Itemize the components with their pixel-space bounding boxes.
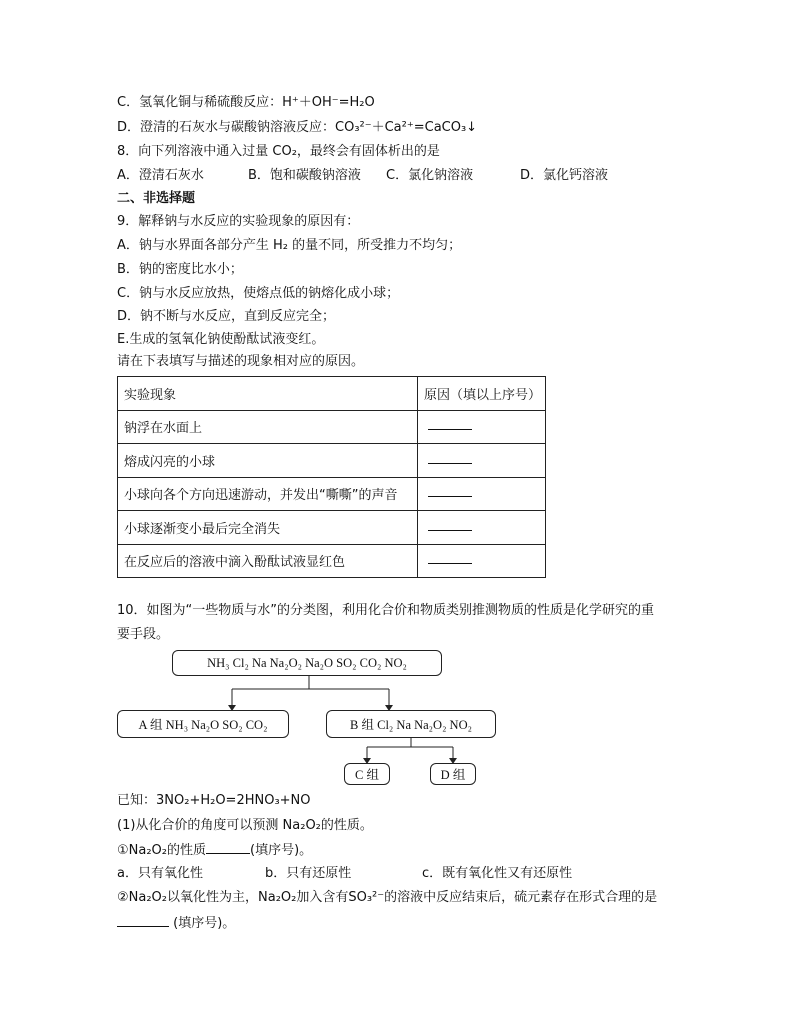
q9-reason-a: A．钠与水界面各部分产生 H₂ 的量不同，所受推力不均匀； xyxy=(117,238,462,253)
observation-cell: 小球逐渐变小最后完全消失 xyxy=(118,511,418,545)
group-a-box: A 组 NH₃ Na₂O SO₂ CO₂ xyxy=(117,710,289,738)
question-10: 10．如图为“一些物质与水”的分类图，利用化合价和物质类别推测物质的性质是化学研究的重 xyxy=(117,603,655,618)
part-1-sub-1 xyxy=(117,841,312,860)
q8-option-b: B．饱和碳酸钠溶液 xyxy=(248,168,361,183)
question-8: 8．向下列溶液中通入过量 CO₂，最终会有固体析出的是 xyxy=(117,144,440,159)
option-c-line: C．氢氧化铜与稀硫酸反应：H⁺＋OH⁻=H₂O xyxy=(117,95,375,110)
answer-blank[interactable] xyxy=(117,914,169,927)
p1-option-a: a．只有氧化性 xyxy=(117,866,203,881)
q8-option-d: D．氯化钙溶液 xyxy=(520,168,609,183)
part-1-sub-2: ②Na₂O₂以氧化性为主，Na₂O₂加入含有SO₃²⁻的溶液中反应结束后，硫元素存在形式合理的是 xyxy=(117,890,658,905)
p1-option-b: b．只有还原性 xyxy=(265,866,352,881)
part-1: (1)从化合价的角度可以预测 Na₂O₂的性质。 xyxy=(117,818,373,833)
group-d-box: D 组 xyxy=(430,763,476,785)
question-9: 9．解释钠与水反应的实验现象的原因有： xyxy=(117,214,360,229)
answer-blank[interactable] xyxy=(206,841,250,854)
q9-prompt: 请在下表填写与描述的现象相对应的原因。 xyxy=(117,354,365,369)
part-1-sub-1-suffix: (填序号)。 xyxy=(250,843,313,858)
part-1-sub-1-prefix: ①Na₂O₂的性质 xyxy=(117,843,207,858)
table-header-cell: 原因（填以上序号） xyxy=(418,377,546,411)
table-header-cell: 实验现象 xyxy=(118,377,418,411)
q9-reason-c: C．钠与水反应放热，使熔点低的钠熔化成小球； xyxy=(117,286,400,301)
q9-reason-b: B．钠的密度比水小； xyxy=(117,262,243,277)
group-b-box: B 组 Cl₂ Na Na₂O₂ NO₂ xyxy=(326,710,496,738)
observation-cell: 在反应后的溶液中滴入酚酞试液显红色 xyxy=(118,544,418,578)
known-equation: 已知：3NO₂+H₂O=2HNO₃+NO xyxy=(117,793,311,808)
option-d-line: D．澄清的石灰水与碳酸钠溶液反应：CO₃²⁻＋Ca²⁺=CaCO₃↓ xyxy=(117,120,478,135)
section-heading: 二、非选择题 xyxy=(117,191,196,206)
group-c-box: C 组 xyxy=(344,763,390,785)
part-1-sub-2-cont xyxy=(117,914,235,933)
question-10-cont: 要手段。 xyxy=(117,627,170,642)
observation-cell: 小球向各个方向迅速游动，并发出“嘶嘶”的声音 xyxy=(118,477,418,511)
all-substances-box: NH₃ Cl₂ Na Na₂O₂ Na₂O SO₂ CO₂ NO₂ xyxy=(172,650,442,676)
part-1-sub-2-suffix: (填序号)。 xyxy=(173,916,236,931)
observation-cell: 钠浮在水面上 xyxy=(118,410,418,444)
q8-option-a: A．澄清石灰水 xyxy=(117,168,204,183)
p1-option-c: c．既有氧化性又有还原性 xyxy=(422,866,573,881)
q9-reason-d: D．钠不断与水反应，直到反应完全； xyxy=(117,309,336,324)
q9-reason-e: E.生成的氢氧化钠使酚酞试液变红。 xyxy=(117,332,325,347)
observation-cell: 熔成闪亮的小球 xyxy=(118,444,418,478)
q8-option-c: C．氯化钠溶液 xyxy=(386,168,474,183)
